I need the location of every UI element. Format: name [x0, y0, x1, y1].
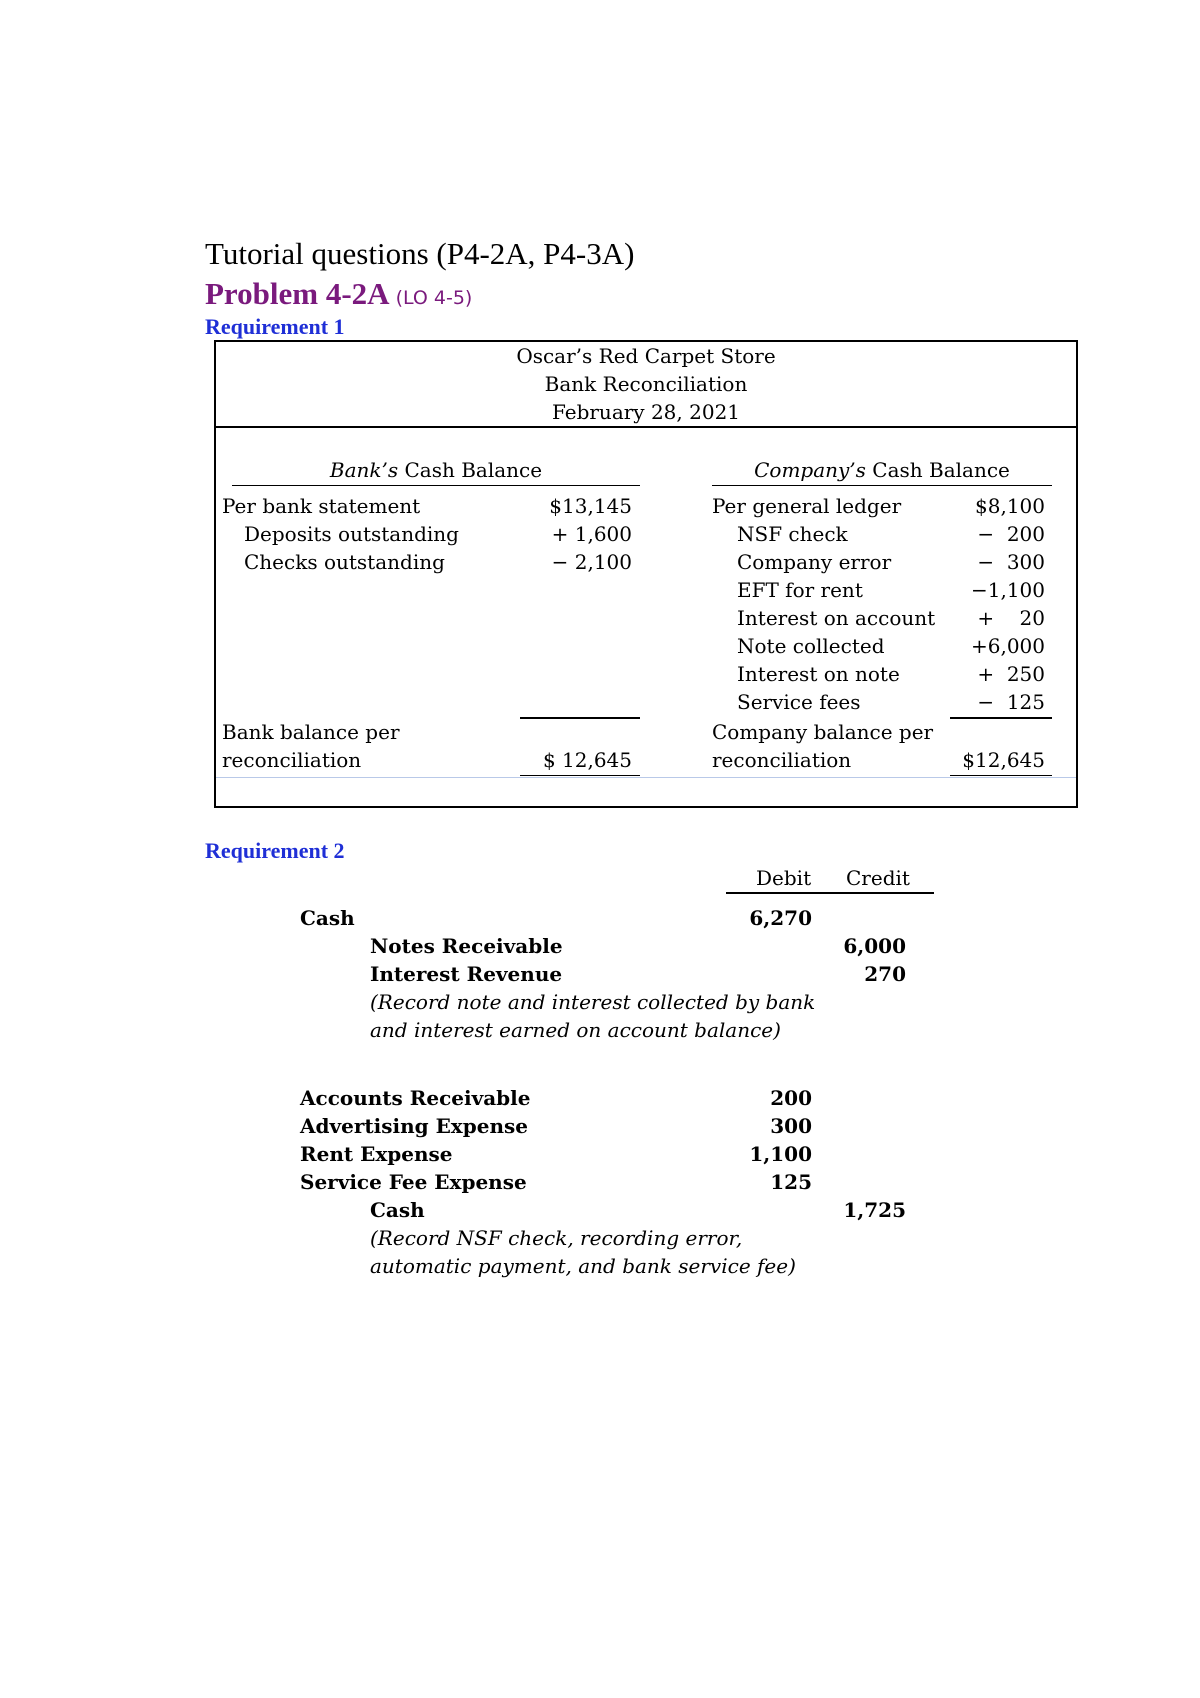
journal-debit-amount: 125 [770, 1170, 812, 1194]
page-title: Tutorial questions (P4-2A, P4-3A) [205, 236, 635, 271]
company-row-label: Interest on note [737, 662, 900, 686]
journal-debit-amount: 300 [770, 1114, 812, 1138]
learning-objective: (LO 4-5) [395, 287, 473, 309]
company-row-label: Service fees [737, 690, 861, 714]
problem-heading [205, 276, 472, 312]
company-row-label: Interest on account [737, 606, 936, 630]
company-subtotal-rule [950, 717, 1052, 719]
statement-date: February 28, 2021 [551, 400, 741, 424]
company-header-underline [712, 485, 1052, 486]
bank-header-emphasis: Bank’s [329, 458, 399, 482]
journal-credit-account: Interest Revenue [370, 962, 563, 986]
company-row-label: Per general ledger [712, 494, 902, 518]
journal-memo: (Record note and interest collected by bank [370, 990, 816, 1014]
bank-total-label-line2: reconciliation [222, 748, 362, 772]
bank-header-underline [232, 485, 640, 486]
company-total-amount: $12,645 [962, 748, 1045, 772]
bank-total-amount: $ 12,645 [542, 748, 632, 772]
bank-row-label: Per bank statement [222, 494, 421, 518]
bank-row-amount: + 1,600 [551, 522, 632, 546]
bank-row-label: Checks outstanding [244, 550, 445, 574]
bank-column-header [232, 458, 640, 482]
company-total-label-line1: Company balance per [712, 720, 934, 744]
journal-credit-amount: 6,000 [843, 934, 906, 958]
journal-credit-amount: 270 [864, 962, 906, 986]
journal-debit-amount: 6,270 [749, 906, 812, 930]
company-name: Oscar’s Red Carpet Store [516, 344, 776, 368]
company-header-rest: Cash Balance [865, 458, 1010, 482]
reconciliation-header-divider [214, 426, 1078, 428]
credit-column-header: Credit [846, 866, 910, 890]
journal-debit-account: Cash [300, 906, 355, 930]
journal-memo: and interest earned on account balance) [370, 1018, 781, 1042]
row-edge-mark [214, 718, 216, 772]
bank-subtotal-rule [520, 717, 640, 719]
requirement-2-heading: Requirement 2 [205, 838, 345, 863]
company-row-amount: − 200 [977, 522, 1045, 546]
company-total-underline [950, 775, 1052, 776]
journal-header-rule [726, 892, 934, 894]
journal-memo: (Record NSF check, recording error, [370, 1226, 743, 1250]
bank-row-amount: $13,145 [549, 494, 632, 518]
company-row-amount: − 125 [977, 690, 1045, 714]
journal-debit-account: Advertising Expense [300, 1114, 528, 1138]
company-row-label: Company error [737, 550, 892, 574]
requirement-1-heading: Requirement 1 [205, 314, 345, 339]
company-column-header [712, 458, 1052, 482]
company-row-amount: + 250 [977, 662, 1045, 686]
company-row-amount: +6,000 [970, 634, 1045, 658]
journal-debit-amount: 1,100 [749, 1142, 812, 1166]
bank-row-label: Deposits outstanding [244, 522, 459, 546]
company-row-label: EFT for rent [737, 578, 863, 602]
bank-header-rest: Cash Balance [398, 458, 543, 482]
journal-debit-account: Accounts Receivable [300, 1086, 531, 1110]
company-total-label-line2: reconciliation [712, 748, 852, 772]
row-guide-line [216, 777, 1076, 778]
debit-column-header: Debit [756, 866, 812, 890]
bank-total-label-line1: Bank balance per [222, 720, 400, 744]
journal-credit-account: Notes Receivable [370, 934, 563, 958]
problem-label: Problem 4-2A [205, 276, 388, 311]
company-row-amount: − 300 [977, 550, 1045, 574]
statement-name: Bank Reconciliation [544, 372, 748, 396]
company-row-amount: −1,100 [970, 578, 1045, 602]
company-header-emphasis: Company’s [754, 458, 866, 482]
journal-credit-amount: 1,725 [843, 1198, 906, 1222]
journal-memo: automatic payment, and bank service fee) [370, 1254, 796, 1278]
bank-total-underline [520, 775, 640, 776]
company-row-amount: $8,100 [975, 494, 1045, 518]
company-row-amount: + 20 [977, 606, 1045, 630]
company-row-label: Note collected [737, 634, 885, 658]
journal-credit-account: Cash [370, 1198, 425, 1222]
company-row-label: NSF check [737, 522, 848, 546]
journal-debit-account: Service Fee Expense [300, 1170, 527, 1194]
journal-debit-amount: 200 [770, 1086, 812, 1110]
bank-row-amount: − 2,100 [551, 550, 632, 574]
journal-debit-account: Rent Expense [300, 1142, 453, 1166]
